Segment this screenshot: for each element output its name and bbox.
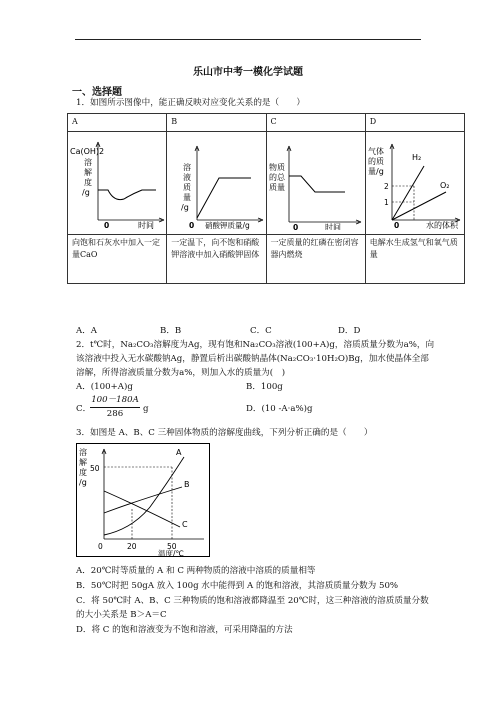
graph-a-curve	[98, 190, 156, 200]
q3-stem: 3．如图是 A、B、C 三种固体物质的溶解度曲线，下列分析正确的是（ ）	[76, 428, 373, 438]
graph-d-tick-1: 1	[383, 198, 389, 207]
col-b-header: B	[167, 114, 266, 132]
graph-a-ylabel-0: Ca(OH)2	[70, 147, 105, 156]
graph-b-ylabel-0: 溶	[183, 163, 192, 172]
graph-c-xlabel: 时间	[324, 223, 341, 230]
q3-ylabel-0: 溶	[79, 448, 87, 457]
q3-graph-frame	[76, 443, 210, 557]
q2-option-d: D．(10 -A·a%)g	[246, 404, 313, 414]
graph-d-tick-2: 2	[383, 182, 389, 191]
q1-stem: 1．如图所示图像中，能正确反映对应变化关系的是（ ）	[76, 98, 305, 108]
q3-solubility-graph	[76, 443, 210, 557]
q2-option-c-numerator: 100－180A	[91, 395, 139, 405]
graph-c-ylabel-1: 的总	[268, 173, 285, 182]
graph-d-ylabel-0: 气体	[367, 147, 384, 156]
graph-d	[366, 132, 465, 230]
graph-b-cell	[167, 132, 266, 235]
graph-b-ylabel-2: 质	[183, 183, 192, 192]
q3-x-tick-50: 50	[167, 542, 177, 551]
graph-b-curve	[197, 178, 251, 218]
desc-b: 一定温下，向不饱和硝酸钾溶液中加入硝酸钾固体	[167, 235, 266, 284]
q3-ylabel-2: 度	[79, 468, 87, 477]
q1-option-d: D．D	[338, 326, 361, 336]
q2-option-c-unit: g	[143, 404, 149, 414]
graph-a-origin: 0	[104, 221, 110, 230]
graph-c	[267, 132, 366, 230]
q3-ylabel-3: /g	[79, 478, 87, 487]
graph-a-ylabel-2: 解	[84, 168, 92, 177]
header-rule	[75, 39, 421, 40]
q3-option-c-line-1: C．将 50℃时 A、B、C 三种物质的饱和溶液都降温至 20℃时，这三种溶液的溶质质量分数	[76, 596, 429, 606]
q3-xlabel: 温度/℃	[158, 549, 184, 557]
q1-option-b: B．B	[160, 326, 182, 336]
graph-c-curve	[289, 176, 345, 192]
graph-d-o2-label: O₂	[439, 181, 450, 190]
q3-option-b: B．50℃时把 50gA 放入 100g 水中能得到 A 的饱和溶液，其溶质质量分数为 50%	[76, 581, 399, 591]
graph-b-ylabel-4: /g	[181, 203, 190, 212]
q2-line-3: 溶解，所得溶液质量分数为a%，则加入水的质量为( )	[76, 368, 286, 378]
q3-x-tick-20: 20	[127, 542, 137, 551]
q2-option-a: A．(100+A)g	[76, 382, 133, 392]
graph-d-cell	[365, 132, 464, 235]
q1-option-a: A．A	[76, 326, 98, 336]
graph-b-origin: 0	[189, 221, 195, 230]
q2-option-c-denominator: 286	[106, 409, 124, 419]
desc-c: 一定质量的红磷在密闭容器内燃烧	[266, 235, 365, 284]
graph-d-ylabel-1: 的质	[367, 157, 384, 166]
graph-d-origin: 0	[393, 221, 399, 230]
graph-b-ylabel-3: 量	[183, 193, 192, 202]
graph-a-ylabel-4: /g	[82, 188, 90, 197]
graph-d-xlabel: 水的体积	[425, 221, 458, 230]
q2-option-b: B．100g	[246, 382, 283, 392]
q1-table	[67, 113, 465, 284]
graph-a-ylabel-3: 度	[84, 178, 92, 187]
col-a-header: A	[68, 114, 167, 132]
graph-a-ylabel-1: 溶	[84, 158, 92, 167]
graph-a	[68, 132, 167, 230]
q1-option-c: C．C	[250, 326, 272, 336]
graph-d-ylabel-2: 量/g	[367, 167, 384, 176]
q3-option-d: D．将 C 的饱和溶液变为不饱和溶液，可采用降温的方法	[76, 625, 293, 635]
q3-x-tick-0: 0	[98, 542, 103, 551]
q3-ylabel-1: 解	[79, 458, 87, 467]
q2-line-1: 2．t℃时，Na₂CO₃溶解度为Ag，现有饱和Na₂CO₃溶液(100+A)g，溶质质量分数为a%，向	[76, 340, 435, 350]
section-heading: 一、选择题	[72, 87, 122, 98]
graph-c-origin: 0	[292, 223, 298, 230]
q3-label-a: A	[176, 448, 182, 457]
graph-a-cell	[68, 132, 167, 235]
desc-a: 向饱和石灰水中加入一定量CaO	[68, 235, 167, 284]
q2-option-c-prefix: C．	[76, 404, 92, 414]
graph-b	[167, 132, 266, 230]
graph-b-ylabel-1: 液	[183, 173, 192, 182]
q3-option-c-line-2: 的大小关系是 B＞A＝C	[76, 610, 167, 620]
graph-c-ylabel-0: 物质	[268, 163, 285, 172]
desc-d: 电解水生成氢气和氧气质量	[365, 235, 464, 284]
q3-label-b: B	[184, 480, 190, 489]
graph-c-cell	[266, 132, 365, 235]
graph-b-xlabel: 硝酸钾质量/g	[205, 221, 251, 230]
q2-fraction-bar	[90, 407, 140, 408]
q3-option-a: A．20℃时等质量的 A 和 C 两种物质的溶液中溶质的质量相等	[76, 566, 316, 576]
graph-a-xlabel: 时间	[138, 221, 154, 230]
graph-d-h2-label: H₂	[411, 153, 421, 162]
q2-line-2: 该溶液中投入无水碳酸钠Ag，静置后析出碳酸钠晶体(Na₂CO₃·10H₂O)Bg，加水使晶体全部	[76, 354, 429, 364]
col-c-header: C	[266, 114, 365, 132]
graph-c-ylabel-2: 质量	[268, 183, 285, 192]
col-d-header: D	[365, 114, 464, 132]
page-title: 乐山市中考一模化学试题	[193, 67, 303, 78]
q3-y50: 50	[90, 464, 100, 473]
q3-label-c: C	[182, 520, 188, 529]
